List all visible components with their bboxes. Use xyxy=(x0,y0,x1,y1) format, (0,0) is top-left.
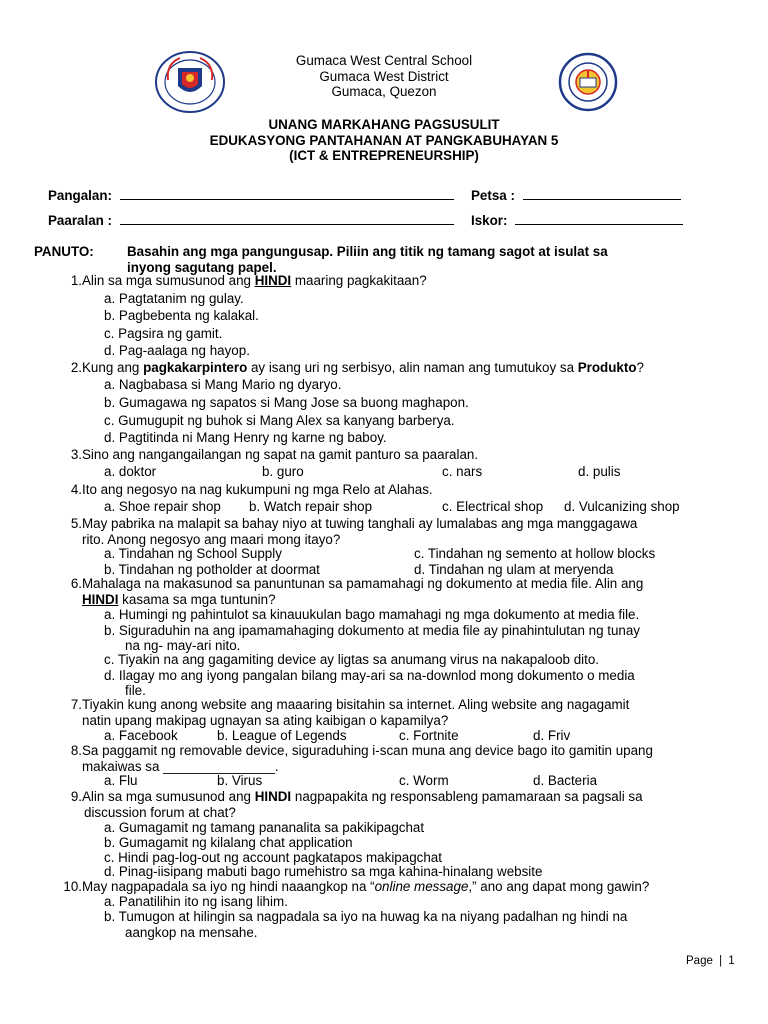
score-line[interactable] xyxy=(515,213,683,225)
choice[interactable]: b. Tindahan ng potholder at doormat xyxy=(104,562,320,577)
choice[interactable]: c. Pagsira ng gamit. xyxy=(104,326,223,341)
choice[interactable]: d. pulis xyxy=(578,464,621,479)
emphasis: HINDI xyxy=(254,273,292,288)
date-line[interactable] xyxy=(523,188,681,200)
question-number: 2. xyxy=(70,360,82,375)
exam-title-line1: UNANG MARKAHANG PAGSUSULIT xyxy=(268,117,500,132)
name-line[interactable] xyxy=(120,188,454,200)
directions-line1: Basahin ang mga pangungusap. Piliin ang titik ng tamang sagot at isulat sa xyxy=(127,244,608,259)
school-line[interactable] xyxy=(120,213,454,225)
choice[interactable]: a. doktor xyxy=(104,464,157,479)
question-number: 4. xyxy=(70,482,82,497)
choice[interactable]: a. Facebook xyxy=(104,728,178,743)
choice[interactable]: c. Worm xyxy=(399,773,449,788)
choice[interactable]: a. Flu xyxy=(104,773,138,788)
choice[interactable]: b. Siguraduhin na ang ipamamahaging dokumento at media file ay pinahintulutan ng tunay xyxy=(104,623,640,638)
choice[interactable]: d. Bacteria xyxy=(533,773,598,788)
school-name: Gumaca West Central School xyxy=(295,53,473,68)
choice[interactable]: a. Pagtatanim ng gulay. xyxy=(104,291,244,306)
choice[interactable]: a. Tindahan ng School Supply xyxy=(104,546,282,561)
directions-label: PANUTO: xyxy=(34,244,94,259)
choice[interactable]: d. Friv xyxy=(533,728,571,743)
score-label: Iskor: xyxy=(471,213,508,228)
question-6: 6. Mahalaga na makasunod sa panuntunan sa pamamahagi ng dokumento at media file. Alin ang HINDI kasama sa mga tuntunin? xyxy=(58,576,748,592)
score-field[interactable] xyxy=(471,213,683,228)
page-number: 1 xyxy=(728,955,735,967)
question-number: 6. xyxy=(70,576,82,591)
question-2: 2. Kung ang pagkakarpintero ay isang uri ng serbisyo, alin naman ang tumutukoy sa Produkto? xyxy=(58,360,748,376)
choice[interactable]: d. Tindahan ng ulam at meryenda xyxy=(414,562,614,577)
question-4: 4. Ito ang negosyo na nag kukumpuni ng mga Relo at Alahas. xyxy=(58,482,748,498)
choice[interactable]: b. League of Legends xyxy=(217,728,347,743)
choice[interactable]: c. Electrical shop xyxy=(442,499,544,514)
school-district: Gumaca West District xyxy=(319,68,449,84)
name-label: Pangalan: xyxy=(48,188,112,203)
choice[interactable]: a. Panatilihin ito ng isang lihim. xyxy=(104,894,288,909)
page-footer: Page | 1 xyxy=(686,955,735,967)
question-9: 9. Alin sa mga sumusunod ang HINDI nagpapakita ng responsableng pamamaraan sa pagsali sa discussion forum at chat? xyxy=(58,789,748,805)
question-3: 3. Sino ang nangangailangan ng sapat na gamit panturo sa paaralan. xyxy=(58,447,748,463)
question-number: 10. xyxy=(63,879,82,894)
choice[interactable]: b. Watch repair shop xyxy=(249,499,373,514)
directions xyxy=(34,244,94,260)
choice[interactable]: b. guro xyxy=(262,464,304,479)
date-field[interactable] xyxy=(471,188,681,203)
school-field[interactable] xyxy=(48,213,454,228)
choice[interactable]: b. Gumagawa ng sapatos si Mang Jose sa buong maghapon. xyxy=(104,395,469,410)
choice[interactable]: d. Pagtitinda ni Mang Henry ng karne ng baboy. xyxy=(104,430,387,445)
question-1: 1. Alin sa mga sumusunod ang HINDI maaring pagkakitaan? xyxy=(58,273,748,289)
question-10: 10. May nagpapadala sa iyo ng hindi naaangkop na “online message,” ano ang dapat mong gawin? xyxy=(54,879,744,895)
choice[interactable]: a. Humingi ng pahintulot sa kinauukulan bago mamahagi ng mga dokumento at media file. xyxy=(104,607,640,622)
choice[interactable]: d. Ilagay mo ang iyong pangalan bilang may-ari sa na-downlod mong dokumento o media xyxy=(104,668,635,683)
choice[interactable]: c. Tiyakin na ang gagamiting device ay ligtas sa anumang virus na nakapaloob dito. xyxy=(104,652,600,667)
name-field[interactable] xyxy=(48,188,454,203)
choice[interactable]: a. Shoe repair shop xyxy=(104,499,221,514)
choice[interactable]: c. nars xyxy=(442,464,483,479)
exam-title-line3: (ICT & ENTREPRENEURSHIP) xyxy=(289,148,479,163)
school-label: Paaralan : xyxy=(48,213,113,228)
choice-continued: file. xyxy=(125,683,146,698)
question-7: 7. Tiyakin kung anong website ang maaaring bisitahin sa internet. Aling website ang nagagamit natin upang makipag ugnayan sa ating kaibigan o kapamilya? xyxy=(58,697,748,713)
question-number: 1. xyxy=(70,273,82,288)
choice[interactable]: b. Virus xyxy=(217,773,263,788)
choice[interactable]: b. Pagbebenta ng kalakal. xyxy=(104,308,259,323)
question-5: 5. May pabrika na malapit sa bahay niyo at tuwing tanghali ay lumalabas ang mga manggagawa rito. Anong negosyo ang maari mong itayo? xyxy=(58,516,748,532)
choice[interactable]: b. Gumagamit ng kilalang chat application xyxy=(104,835,353,850)
choice[interactable]: b. Tumugon at hilingin sa nagpadala sa iyo na huwag ka na niyang padalhan ng hindi na xyxy=(104,909,628,924)
school-header xyxy=(0,53,768,100)
question-number: 9. xyxy=(70,789,82,804)
question-number: 8. xyxy=(70,743,82,758)
choice[interactable]: d. Pinag-iisipang mabuti bago rumehistro sa mga kahina-hinalang website xyxy=(104,864,543,879)
choice[interactable]: d. Vulcanizing shop xyxy=(564,499,680,514)
choice-continued: na ng- may-ari nito. xyxy=(125,638,241,653)
choice[interactable]: c. Tindahan ng semento at hollow blocks xyxy=(414,546,656,561)
choice[interactable]: d. Pag-aalaga ng hayop. xyxy=(104,343,250,358)
exam-title xyxy=(0,117,768,164)
date-label: Petsa : xyxy=(471,188,515,203)
school-location: Gumaca, Quezon xyxy=(331,84,437,99)
question-number: 7. xyxy=(70,697,82,712)
choice[interactable]: a. Nagbabasa si Mang Mario ng dyaryo. xyxy=(104,377,342,392)
question-8: 8. Sa paggamit ng removable device, siguraduhing i-scan muna ang device bago ito gamitin upang makaiwas sa _______________. xyxy=(58,743,748,759)
choice-continued: aangkop na mensahe. xyxy=(125,925,258,940)
exam-title-line2: EDUKASYONG PANTAHANAN AT PANGKABUHAYAN 5 xyxy=(209,132,559,148)
question-number: 5. xyxy=(70,516,82,531)
choice[interactable]: c. Hindi pag-log-out ng account pagkatapos makipagchat xyxy=(104,850,442,865)
directions-text xyxy=(127,244,727,275)
directions-line2: inyong sagutang papel. xyxy=(127,259,277,275)
page-label: Page xyxy=(686,955,713,967)
choice[interactable]: c. Fortnite xyxy=(399,728,459,743)
choice[interactable]: a. Gumagamit ng tamang pananalita sa pakikipagchat xyxy=(104,820,425,835)
choice[interactable]: c. Gumugupit ng buhok si Mang Alex sa kanyang barberya. xyxy=(104,413,455,428)
question-number: 3. xyxy=(70,447,82,462)
